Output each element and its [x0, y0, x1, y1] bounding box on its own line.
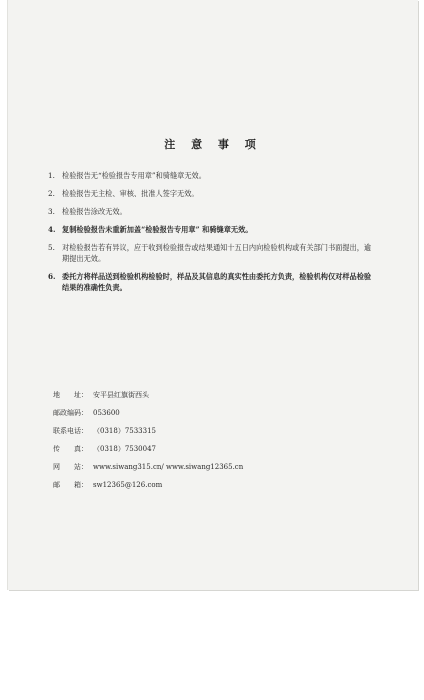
- contact-postcode: [53, 404, 393, 422]
- contact-fax: [53, 440, 393, 458]
- contact-value: 053600: [93, 409, 120, 417]
- note-text: 对检验报告若有异议，应于收到检验报告或结果通知十五日内向检验机构或有关部门书面提出，逾期提出无效。: [62, 243, 372, 263]
- contact-value: sw12365@126.com: [93, 481, 163, 489]
- note-text: 复制检验报告未重新加盖“检验报告专用章” 和骑缝章无效。: [62, 225, 253, 234]
- note-item-4: [48, 224, 378, 235]
- note-number: 1.: [48, 171, 55, 180]
- note-text: 检验报告无主检、审核、批准人签字无效。: [62, 189, 199, 198]
- contact-label: 邮 箱：: [53, 481, 88, 489]
- note-item-5: [48, 242, 378, 264]
- contact-value: www.siwang315.cn/ www.siwang12365.cn: [93, 463, 244, 471]
- contact-address: [53, 386, 393, 404]
- contact-label: 地 址：: [53, 391, 88, 399]
- contact-phone: [53, 422, 393, 440]
- contact-label: 传 真：: [53, 445, 88, 453]
- note-text: 委托方将样品送到检验机构检验时，样品及其信息的真实性由委托方负责，检验机构仅对样品检验结果的准确性负责。: [62, 272, 372, 292]
- contact-value: 安平县红旗街西头: [93, 391, 149, 399]
- contact-label: 联系电话：: [53, 427, 88, 435]
- note-item-6: [48, 271, 378, 293]
- notes-list: [48, 170, 378, 300]
- note-number: 6.: [48, 272, 56, 281]
- note-item-1: [48, 170, 378, 181]
- note-number: 3.: [48, 207, 55, 216]
- page-title: 注 意 事 项: [164, 138, 262, 151]
- scanned-page: [8, 0, 418, 590]
- contact-website: [53, 458, 393, 476]
- contact-label: 网 站：: [53, 463, 88, 471]
- note-item-3: [48, 206, 378, 217]
- note-number: 2.: [48, 189, 55, 198]
- contact-label: 邮政编码：: [53, 409, 88, 417]
- contact-value: （0318）7530047: [93, 445, 156, 453]
- note-number: 4.: [48, 225, 56, 234]
- note-item-2: [48, 188, 378, 199]
- note-number: 5.: [48, 243, 55, 252]
- note-text: 检验报告无“检验报告专用章”和骑缝章无效。: [62, 171, 206, 180]
- contact-block: [53, 386, 393, 494]
- contact-value: （0318）7533315: [93, 427, 156, 435]
- contact-email: [53, 476, 393, 494]
- note-text: 检验报告涂改无效。: [62, 207, 127, 216]
